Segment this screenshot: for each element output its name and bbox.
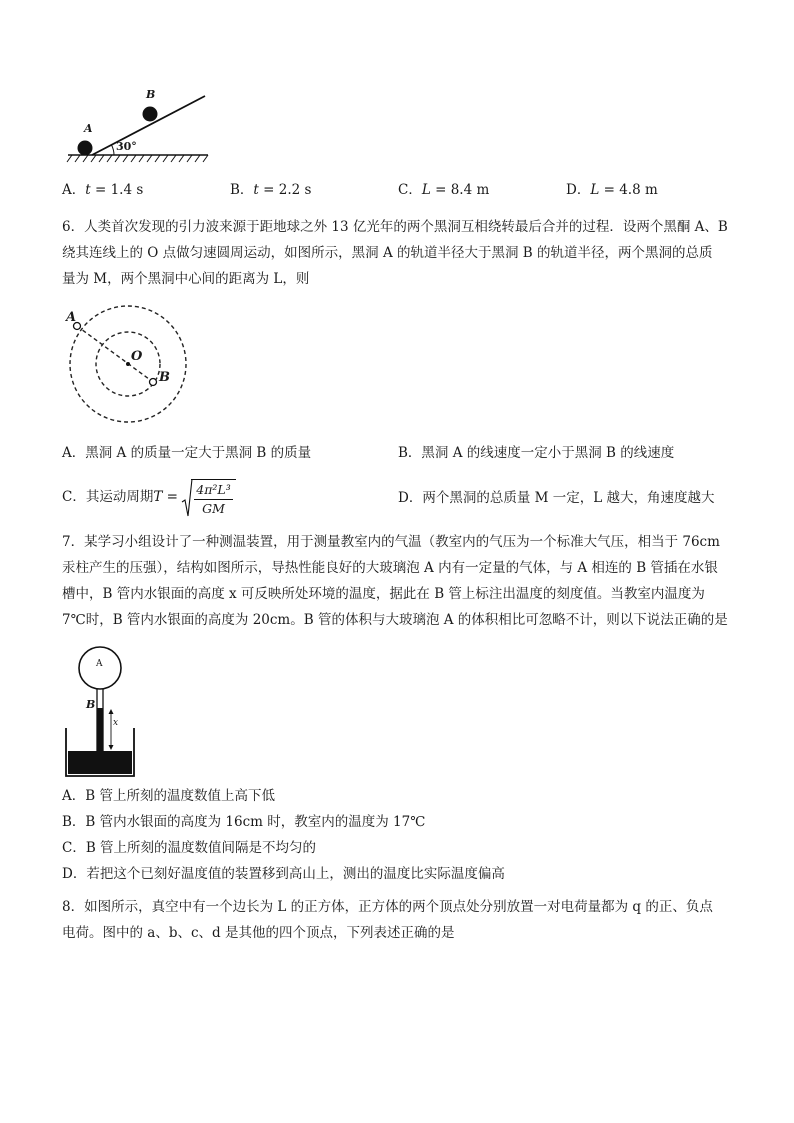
q8-text-line-2: 电荷。图中的 a、b、c、d 是其他的四个顶点，下列表述正确的是: [62, 925, 455, 941]
ball-b-label: B: [146, 88, 156, 101]
q6-option-b[interactable]: B．黑洞 A 的线速度一定小于黑洞 B 的线速度: [398, 445, 675, 461]
q8-text-line-1: 8．如图所示，真空中有一个边长为 L 的正方体，正方体的两个顶点处分别放置一对电荷量都为 q 的正、负点: [62, 899, 713, 915]
angle-label: 30°: [116, 140, 137, 153]
q5-option-d[interactable]: D．L = 4.8 m: [566, 182, 658, 198]
black-hole-b: [150, 379, 157, 386]
q7-option-c[interactable]: C．B 管上所刻的温度数值间隔是不均匀的: [62, 840, 317, 856]
q5-option-a[interactable]: A．t = 1.4 s: [62, 182, 144, 198]
formula-numerator: 4π²L³: [194, 480, 233, 500]
black-hole-orbit-figure: [64, 305, 194, 425]
q6-option-a[interactable]: A．黑洞 A 的质量一定大于黑洞 B 的质量: [62, 445, 312, 461]
bulb-label-a: A: [96, 659, 103, 669]
q6-text-line-2: 绕其连线上的 O 点做匀速圆周运动，如图所示，黑洞 A 的轨道半径大于黑洞 B 的轨道半径，两个黑洞的总质: [62, 245, 713, 261]
formula-denominator: GM: [202, 500, 225, 516]
ball-a-label: A: [84, 122, 93, 135]
orbit-label-b: B: [159, 370, 170, 385]
q6-option-d[interactable]: D．两个黑洞的总质量 M 一定，L 越大，角速度越大: [398, 490, 715, 506]
q7-text-line-1: 7．某学习小组设计了一种测温装置，用于测量教室内的气温（教室内的气压为一个标准大气压，相当于 76cm: [62, 534, 720, 550]
q6-text-line-3: 量为 M，两个黑洞中心间的距离为 L，则: [62, 271, 310, 287]
q6-option-c[interactable]: C．其运动周期T = $\frac{\text{4π²L³}}{GM}$: [62, 477, 236, 517]
q5-option-b[interactable]: B．t = 2.2 s: [230, 182, 312, 198]
q7-option-b[interactable]: B．B 管内水银面的高度为 16cm 时，教室内的温度为 17℃: [62, 814, 426, 830]
ball-a: [78, 141, 93, 156]
center-o: [126, 362, 130, 366]
q7-option-a[interactable]: A．B 管上所刻的温度数值上高下低: [62, 788, 275, 804]
orbit-label-o: O: [131, 349, 143, 364]
height-label-x: x: [113, 718, 119, 728]
orbit-label-a: A: [66, 310, 77, 325]
tube-label-b: B: [86, 698, 96, 711]
q5-option-c[interactable]: C．L = 8.4 m: [398, 182, 490, 198]
q6-text-line-1: 6．人类首次发现的引力波来源于距地球之外 13 亿光年的两个黑洞互相绕转最后合并的过程．设两个黑酮 A、B: [62, 219, 728, 235]
q7-text-line-2: 汞柱产生的压强），结构如图所示，导热性能良好的大玻璃泡 A 内有一定量的气体，与 A 相连的 B 管插在水银: [62, 560, 718, 576]
q7-text-line-4: 7℃时，B 管内水银面的高度为 20cm。B 管的体积与大玻璃泡 A 的体积相比可忽略不计，则以下说法正确的是: [62, 612, 728, 628]
sqrt-sign: [182, 478, 192, 518]
q7-option-d[interactable]: D．若把这个已刻好温度值的装置移到高山上，测出的温度比实际温度偏高: [62, 866, 505, 882]
ball-b: [143, 107, 158, 122]
q7-text-line-3: 槽中，B 管内水银面的高度 x 可反映所处环境的温度，据此在 B 管上标注出温度的刻度值。当教室内温度为: [62, 586, 705, 602]
